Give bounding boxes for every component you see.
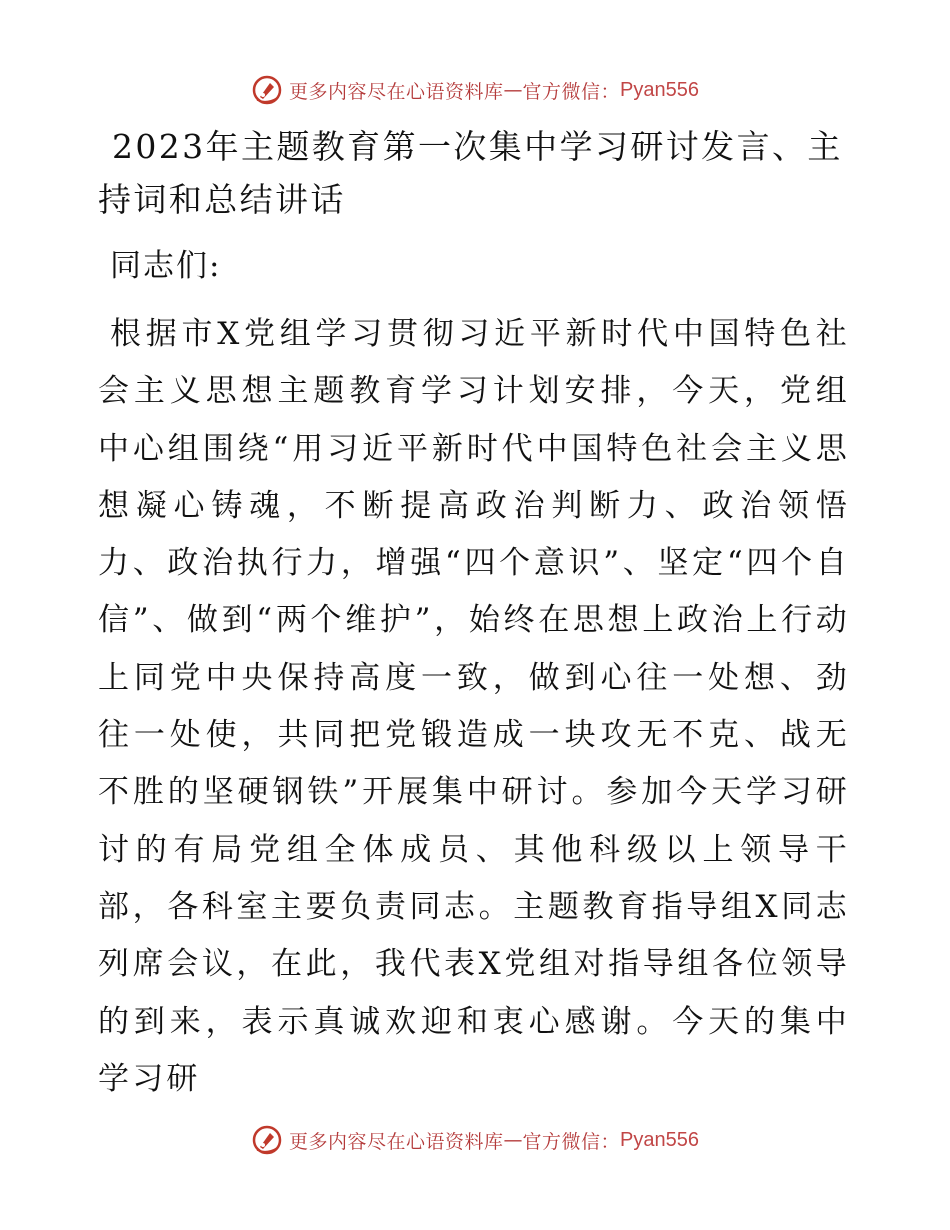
- greeting: 同志们:: [110, 248, 222, 284]
- watermark-separator: —: [503, 1129, 523, 1151]
- watermark-contact-id: Pyan556: [620, 78, 699, 101]
- pen-nib-logo-icon: [251, 1124, 283, 1156]
- watermark-separator: —: [503, 79, 523, 101]
- document-body: [98, 120, 850, 1097]
- watermark-contact-label: 官方微信：: [522, 1130, 621, 1153]
- watermark-contact-label: 官方微信：: [522, 80, 621, 103]
- watermark-site-text: 更多内容尽在心语资料库: [289, 1130, 504, 1153]
- watermark-contact-id: Pyan556: [620, 1128, 699, 1151]
- footer-watermark: [0, 1120, 950, 1160]
- body-paragraph: 根据市X党组学习贯彻习近平新时代中国特色社会主义思想主题教育学习计划安排，今天，党组中心组围绕“用习近平新时代中国特色社会主义思想凝心铸魂，不断提高政治判断力、政治领悟力、政治执行力，增强“四个意识”、坚定“四个自信”、做到“两个维护”，始终在思想上政治上行动上同党中央保持高度一致，做到心往一处想、劲往一处使，共同把党锻造成一块攻无不克、战无不胜的坚硬钢铁”开展集中研讨。参加今天学习研讨的有局党组全体成员、其他科级以上领导干部，各科室主要负责同志。主题教育指导组X同志列席会议，在此，我代表X党组对指导组各位领导的到来，表示真诚欢迎和衷心感谢。今天的集中学习研: [98, 316, 850, 1097]
- pen-nib-logo-icon: [251, 74, 283, 106]
- document-title: 2023年主题教育第一次集中学习研讨发言、主持词和总结讲话: [98, 127, 843, 219]
- watermark-site-text: 更多内容尽在心语资料库: [289, 80, 504, 103]
- header-watermark: [0, 70, 950, 110]
